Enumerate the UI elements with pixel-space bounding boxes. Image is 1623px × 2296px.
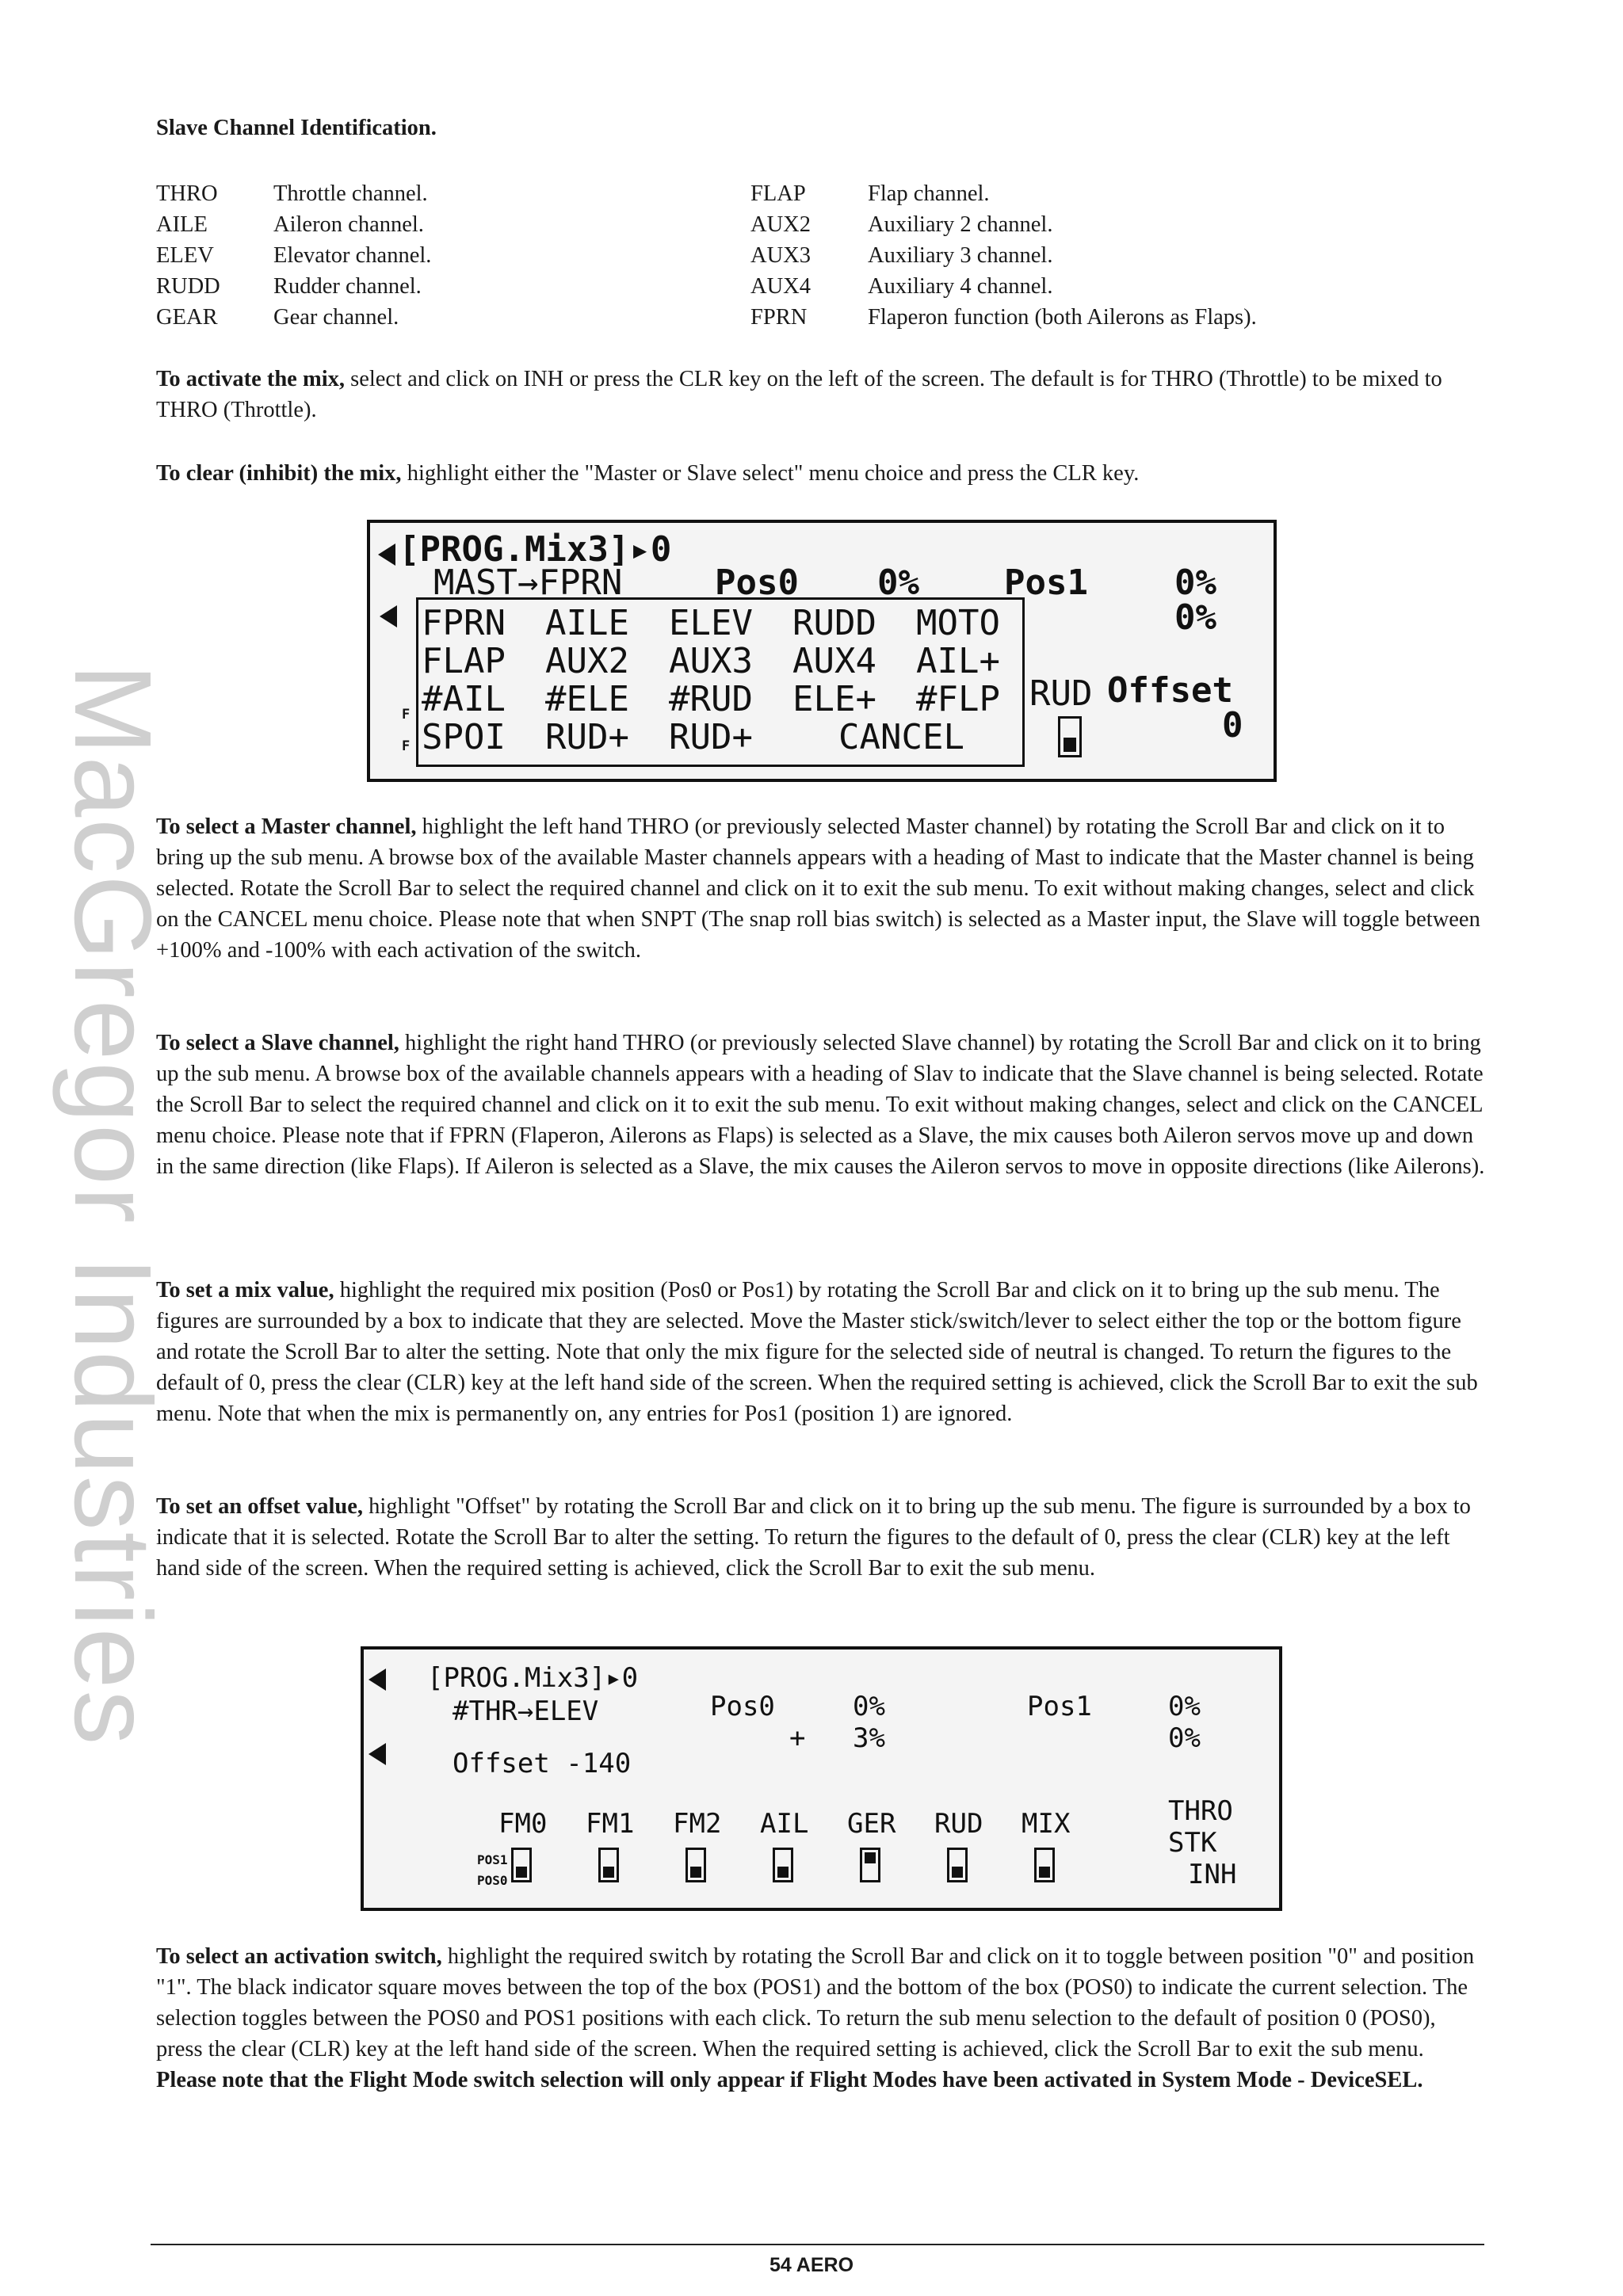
- channel-description: Auxiliary 4 channel.: [868, 274, 1053, 299]
- paragraph-lead: To select a Master channel,: [156, 814, 417, 839]
- menu-option: SPOI: [422, 717, 506, 757]
- switch-position-dot: [1039, 1867, 1050, 1878]
- lcd-title: [PROG.Mix3]▸0: [399, 529, 672, 570]
- menu-option: MOTO: [916, 603, 1000, 643]
- lcd-pos1-value: 0%: [1174, 563, 1216, 603]
- channel-code: FLAP: [750, 181, 806, 206]
- switch-indicator: [773, 1848, 793, 1882]
- switch-indicator: [511, 1848, 532, 1882]
- channel-row: [156, 302, 431, 333]
- lcd-plus: +: [789, 1722, 806, 1754]
- paragraph-slave: [156, 1028, 1487, 1182]
- paragraph-lead: To set a mix value,: [156, 1278, 334, 1302]
- paragraph-body: highlight the left hand THRO (or previously selected Master channel) by rotating the Scroll Bar and click on it to bring up the sub menu. A browse box of the available Master channels appears with a heading of Mast to indicate that the Master channel is being selected. Rotate the Scroll Bar to select the required channel and click on it to exit the sub menu. To exit without making changes, select and click on the CANCEL menu choice. Please note that when SNPT (The snap roll bias switch) is selected as a Master input, the Slave will toggle between +100% and -100% with each activation of the switch.: [156, 814, 1480, 963]
- lcd-pos0-tag: POS0: [477, 1873, 508, 1888]
- lcd-pos0-label: Pos0: [710, 1691, 775, 1722]
- paragraph-body: highlight the required switch by rotating the Scroll Bar and click on it to toggle between position "0" and position "1". The black indicator square moves between the top of the box (POS1) and the bottom of the box (POS0) to indicate the current selection. The selection toggles between the POS0 and POS1 positions with each click. To return the sub menu selection to the default of position 0 (POS0), press the clear (CLR) key at the left hand side of the screen. When the required setting is achieved, click the Scroll Bar to exit the sub menu.: [156, 1944, 1475, 2061]
- channel-row: [750, 178, 1257, 209]
- switch-label: RUD: [934, 1808, 983, 1840]
- switch-label: FM1: [586, 1808, 635, 1840]
- paragraph-body: highlight the required mix position (Pos0 or Pos1) by rotating the Scroll Bar and click on it to bring up the sub menu. The figures are surrounded by a box to indicate that they are selected. Move the Master stick/switch/lever to select either the top or the bottom figure and rotate the Scroll Bar to alter the setting. Note that only the mix figure for the selected side of neutral is changed. To return the figures to the default of 0, press the clear (CLR) key at the left hand side of the screen. When the required setting is achieved, click the Scroll Bar to exit the sub menu. Note that when the mix is permanently on, any entries for Pos1 (position 1) are ignored.: [156, 1278, 1478, 1426]
- paragraph-clear: [156, 458, 1487, 489]
- switch-indicator: [947, 1848, 968, 1882]
- channel-row: [156, 209, 431, 240]
- menu-option: AILE: [545, 603, 629, 643]
- channel-row: [750, 271, 1257, 302]
- channel-row: [750, 209, 1257, 240]
- switch-label: GER: [847, 1808, 896, 1840]
- channel-code: ELEV: [156, 243, 214, 268]
- channel-row: [156, 240, 431, 271]
- lcd-screen-master-select: [367, 520, 1277, 782]
- menu-option: ELEV: [669, 603, 753, 643]
- cursor-arrow-icon: [380, 605, 397, 627]
- switch-indicator: [685, 1848, 706, 1882]
- channel-description: Gear channel.: [273, 305, 399, 330]
- channel-row: [156, 178, 431, 209]
- lcd-pos1-value-2: 0%: [1168, 1722, 1201, 1754]
- lcd-mast-line: MAST→FPRN: [433, 563, 623, 603]
- menu-option: RUD+: [669, 717, 753, 757]
- lcd-pos0-label: Pos0: [715, 563, 799, 603]
- switch-position-dot: [952, 1867, 963, 1878]
- lcd-edge-char: F: [402, 707, 411, 723]
- lcd-thro: THRO: [1168, 1795, 1233, 1827]
- menu-option: AUX4: [792, 641, 876, 681]
- menu-option: FLAP: [422, 641, 506, 681]
- lcd-screen-switch-select: [361, 1646, 1282, 1911]
- switch-label: MIX: [1022, 1808, 1071, 1840]
- paragraph-body: highlight either the "Master or Slave select" menu choice and press the CLR key.: [401, 461, 1140, 486]
- paragraph-lead: To clear (inhibit) the mix,: [156, 461, 402, 486]
- lcd-pos1-value: 0%: [1168, 1691, 1201, 1722]
- lcd-pos0-value-2: 3%: [853, 1722, 885, 1754]
- switch-position-dot: [865, 1852, 876, 1863]
- menu-option: RUDD: [792, 603, 876, 643]
- switch-indicator: [1034, 1848, 1055, 1882]
- switch-label: FM0: [498, 1808, 548, 1840]
- channel-description: Flaperon function (both Ailerons as Flaps).: [868, 305, 1257, 330]
- paragraph-master: [156, 811, 1487, 966]
- menu-option: RUD+: [545, 717, 629, 757]
- switch-indicator: [598, 1848, 619, 1882]
- menu-option: ELE+: [792, 679, 876, 719]
- channel-code: AUX3: [750, 243, 811, 268]
- lcd-pos1-value-2: 0%: [1174, 597, 1216, 638]
- paragraph-mix-value: [156, 1275, 1487, 1429]
- channel-code: GEAR: [156, 305, 218, 330]
- cursor-arrow-icon: [369, 1743, 386, 1765]
- paragraph-lead: To activate the mix,: [156, 367, 345, 391]
- lcd-rud-label: RUD: [1029, 673, 1093, 714]
- switch-position-dot: [603, 1867, 614, 1878]
- lcd-pos0-value: 0%: [877, 563, 919, 603]
- cursor-arrow-icon: [369, 1669, 386, 1691]
- lcd-pos0-value: 0%: [853, 1691, 885, 1722]
- channel-list-left: [156, 178, 431, 333]
- lcd-offset-line: Offset -140: [453, 1748, 632, 1779]
- paragraph-lead: To set an offset value,: [156, 1494, 363, 1519]
- lcd-pos1-label: Pos1: [1027, 1691, 1092, 1722]
- lcd-pos1-tag: POS1: [477, 1852, 508, 1867]
- paragraph-switch: [156, 1941, 1487, 2096]
- lcd-pos1-label: Pos1: [1004, 563, 1088, 603]
- menu-option: AUX3: [669, 641, 753, 681]
- paragraph-activate: [156, 364, 1487, 425]
- menu-option: FPRN: [422, 603, 506, 643]
- channel-code: FPRN: [750, 305, 808, 330]
- paragraph-offset: [156, 1491, 1487, 1584]
- menu-option: AIL+: [916, 641, 1000, 681]
- channel-description: Rudder channel.: [273, 274, 422, 299]
- menu-option: #AIL: [422, 679, 506, 719]
- lcd-offset-label: Offset: [1107, 670, 1233, 711]
- channel-description: Flap channel.: [868, 181, 990, 206]
- channel-description: Auxiliary 3 channel.: [868, 243, 1053, 268]
- switch-position-dot: [690, 1867, 701, 1878]
- menu-option: #FLP: [916, 679, 1000, 719]
- channel-description: Auxiliary 2 channel.: [868, 212, 1053, 237]
- switch-position-dot: [777, 1867, 789, 1878]
- lcd-mix-line: #THR→ELEV: [453, 1695, 599, 1727]
- lcd-stk: STK: [1168, 1827, 1217, 1859]
- paragraph-lead: To select a Slave channel,: [156, 1031, 399, 1055]
- browse-box: [416, 597, 1025, 767]
- paragraph-body: highlight the right hand THRO (or previously selected Slave channel) by rotating the Scroll Bar and click on it to bring up the sub menu. A browse box of the available channels appears with a heading of Slav to indicate that the Slave channel is being selected. Rotate the Scroll Bar to select the required channel and click on it to exit the sub menu. To exit without making changes, select and click on the CANCEL menu choice. Please note that if FPRN (Flaperon, Ailerons as Flaps) is selected as a Slave, the mix causes both Aileron servos move up and down in the same direction (like Flaps). If Aileron is selected as a Slave, the mix causes the Aileron servos to move in opposite directions (like Ailerons).: [156, 1031, 1485, 1179]
- section-heading: Slave Channel Identification.: [156, 116, 437, 140]
- channel-code: AUX2: [750, 212, 811, 237]
- lcd-title: [PROG.Mix3]▸0: [427, 1662, 639, 1694]
- channel-row: [750, 302, 1257, 333]
- lcd-edge-char: F: [402, 738, 411, 754]
- channel-code: RUDD: [156, 274, 220, 299]
- page-number: 54 AERO: [769, 2254, 854, 2276]
- menu-option: AUX2: [545, 641, 629, 681]
- menu-option: CANCEL: [838, 717, 964, 757]
- channel-list-right: [750, 178, 1257, 333]
- channel-description: Aileron channel.: [273, 212, 424, 237]
- switch-position-dot: [516, 1867, 527, 1878]
- switch-label: FM2: [673, 1808, 722, 1840]
- channel-code: AILE: [156, 212, 208, 237]
- paragraph-lead: To select an activation switch,: [156, 1944, 442, 1969]
- lcd-offset-value: 0: [1222, 705, 1243, 746]
- menu-option: #ELE: [545, 679, 629, 719]
- lcd-inh: INH: [1188, 1859, 1237, 1890]
- footer-divider: [151, 2244, 1484, 2245]
- channel-code: AUX4: [750, 274, 811, 299]
- watermark: MacGregor Industries: [52, 663, 174, 1747]
- switch-label: AIL: [760, 1808, 809, 1840]
- channel-description: Throttle channel.: [273, 181, 428, 206]
- channel-row: [156, 271, 431, 302]
- paragraph-body: select and click on INH or press the CLR key on the left of the screen. The default is for THRO (Throttle) to be mixed to THRO (Throttle).: [156, 367, 1442, 422]
- paragraph-body: highlight "Offset" by rotating the Scroll Bar and click on it to bring up the sub menu. The figure is surrounded by a box to indicate that it is selected. Rotate the Scroll Bar to alter the setting. To return the figures to the default of 0, press the clear (CLR) key at the left hand side of the screen. When the required setting is achieved, click the Scroll Bar to exit the sub menu.: [156, 1494, 1471, 1581]
- menu-option: #RUD: [669, 679, 753, 719]
- rudder-indicator: [1058, 716, 1082, 757]
- switch-indicator: [860, 1848, 880, 1882]
- channel-code: THRO: [156, 181, 218, 206]
- channel-row: [750, 240, 1257, 271]
- cursor-arrow-icon: [378, 543, 395, 566]
- paragraph-note: Please note that the Flight Mode switch selection will only appear if Flight Modes have been activated in System Mode - DeviceSEL.: [156, 2068, 1423, 2092]
- channel-description: Elevator channel.: [273, 243, 432, 268]
